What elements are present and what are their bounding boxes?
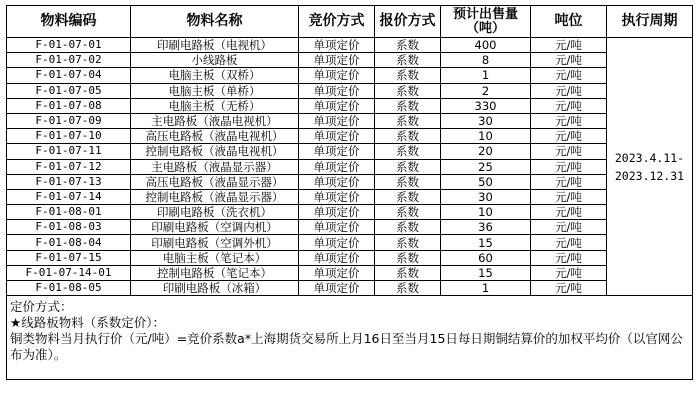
- bid-method-cell: 单项定价: [299, 38, 375, 53]
- material-code-cell: F-01-08-03: [7, 220, 131, 235]
- unit-cell: 元/吨: [531, 144, 607, 159]
- quantity-cell: 400: [441, 38, 531, 53]
- quantity-cell: 15: [441, 265, 531, 280]
- bid-method-cell: 单项定价: [299, 159, 375, 174]
- quote-method-cell: 系数: [375, 189, 441, 204]
- table-row: [7, 144, 693, 159]
- unit-cell: 元/吨: [531, 38, 607, 53]
- header-material-code: 物料编码: [7, 6, 131, 38]
- material-code-cell: F-01-07-14: [7, 189, 131, 204]
- unit-cell: 元/吨: [531, 235, 607, 250]
- header-unit: 吨位: [531, 6, 607, 38]
- material-name-cell: 高压电路板（液晶显示器）: [131, 174, 299, 189]
- header-bid-method: 竞价方式: [299, 6, 375, 38]
- material-name-cell: 主电路板（液晶显示器）: [131, 159, 299, 174]
- bid-method-cell: 单项定价: [299, 265, 375, 280]
- notes-formula: 铜类物料当月执行价（元/吨）=竞价系数a*上海期货交易所上月16日至当月15日每日期铜结算价的加权平均价（以官网公布为准）。: [10, 331, 683, 363]
- bid-method-cell: 单项定价: [299, 68, 375, 83]
- material-code-cell: F-01-07-09: [7, 113, 131, 128]
- material-name-cell: 印刷电路板（空调内机）: [131, 220, 299, 235]
- unit-cell: 元/吨: [531, 174, 607, 189]
- quote-method-cell: 系数: [375, 68, 441, 83]
- table-row: [7, 98, 693, 113]
- quantity-cell: 36: [441, 220, 531, 235]
- quantity-cell: 25: [441, 159, 531, 174]
- bid-method-cell: 单项定价: [299, 281, 375, 296]
- bid-method-cell: 单项定价: [299, 205, 375, 220]
- table-row: [7, 159, 693, 174]
- quantity-cell: 50: [441, 174, 531, 189]
- material-code-cell: F-01-07-05: [7, 83, 131, 98]
- quote-method-cell: 系数: [375, 129, 441, 144]
- material-name-cell: 控制电路板（液晶显示器）: [131, 189, 299, 204]
- quantity-cell: 8: [441, 53, 531, 68]
- table-row: [7, 235, 693, 250]
- quote-method-cell: 系数: [375, 220, 441, 235]
- material-name-cell: 电脑主板（无桥）: [131, 98, 299, 113]
- table-row: [7, 281, 693, 296]
- quantity-cell: 330: [441, 98, 531, 113]
- quantity-cell: 30: [441, 189, 531, 204]
- bid-method-cell: 单项定价: [299, 129, 375, 144]
- quote-method-cell: 系数: [375, 83, 441, 98]
- notes-row: [7, 296, 693, 380]
- material-name-cell: 主电路板（液晶电视机）: [131, 113, 299, 128]
- material-name-cell: 控制电路板（笔记本）: [131, 265, 299, 280]
- material-name-cell: 电脑主板（笔记本）: [131, 250, 299, 265]
- material-name-cell: 印刷电路板（电视机）: [131, 38, 299, 53]
- spreadsheet: [6, 5, 692, 380]
- header-material-name: 物料名称: [131, 6, 299, 38]
- unit-cell: 元/吨: [531, 220, 607, 235]
- bid-method-cell: 单项定价: [299, 53, 375, 68]
- unit-cell: 元/吨: [531, 113, 607, 128]
- bid-method-cell: 单项定价: [299, 189, 375, 204]
- header-quote-method: 报价方式: [375, 6, 441, 38]
- material-code-cell: F-01-07-10: [7, 129, 131, 144]
- header-row: [7, 6, 693, 38]
- quote-method-cell: 系数: [375, 265, 441, 280]
- bid-method-cell: 单项定价: [299, 144, 375, 159]
- bid-method-cell: 单项定价: [299, 98, 375, 113]
- material-code-cell: F-01-07-04: [7, 68, 131, 83]
- unit-cell: 元/吨: [531, 98, 607, 113]
- material-code-cell: F-01-07-02: [7, 53, 131, 68]
- material-code-cell: F-01-08-01: [7, 205, 131, 220]
- execution-period-cell: 2023.4.11-2023.12.31: [607, 38, 693, 296]
- material-name-cell: 印刷电路板（冰箱）: [131, 281, 299, 296]
- quote-method-cell: 系数: [375, 159, 441, 174]
- unit-cell: 元/吨: [531, 250, 607, 265]
- quantity-cell: 1: [441, 281, 531, 296]
- table-row: [7, 174, 693, 189]
- quote-method-cell: 系数: [375, 281, 441, 296]
- unit-cell: 元/吨: [531, 53, 607, 68]
- material-code-cell: F-01-07-15: [7, 250, 131, 265]
- material-name-cell: 控制电路板（液晶电视机）: [131, 144, 299, 159]
- quantity-cell: 20: [441, 144, 531, 159]
- quantity-cell: 2: [441, 83, 531, 98]
- material-code-cell: F-01-07-11: [7, 144, 131, 159]
- quantity-cell: 15: [441, 235, 531, 250]
- material-name-cell: 印刷电路板（空调外机）: [131, 235, 299, 250]
- material-code-cell: F-01-08-05: [7, 281, 131, 296]
- unit-cell: 元/吨: [531, 159, 607, 174]
- material-name-cell: 高压电路板（液晶电视机）: [131, 129, 299, 144]
- quote-method-cell: 系数: [375, 53, 441, 68]
- table-row: [7, 53, 693, 68]
- material-name-cell: 小线路板: [131, 53, 299, 68]
- header-period: 执行周期: [607, 6, 693, 38]
- material-code-cell: F-01-07-13: [7, 174, 131, 189]
- table-row: [7, 38, 693, 53]
- quote-method-cell: 系数: [375, 113, 441, 128]
- bid-method-cell: 单项定价: [299, 220, 375, 235]
- quantity-cell: 1: [441, 68, 531, 83]
- table-row: [7, 265, 693, 280]
- material-table: [6, 5, 693, 380]
- table-row: [7, 68, 693, 83]
- table-row: [7, 113, 693, 128]
- quote-method-cell: 系数: [375, 235, 441, 250]
- table-body: [7, 38, 693, 296]
- table-row: [7, 129, 693, 144]
- quote-method-cell: 系数: [375, 98, 441, 113]
- quantity-cell: 10: [441, 129, 531, 144]
- quote-method-cell: 系数: [375, 250, 441, 265]
- material-code-cell: F-01-08-04: [7, 235, 131, 250]
- bid-method-cell: 单项定价: [299, 235, 375, 250]
- unit-cell: 元/吨: [531, 68, 607, 83]
- quote-method-cell: 系数: [375, 144, 441, 159]
- quote-method-cell: 系数: [375, 205, 441, 220]
- unit-cell: 元/吨: [531, 189, 607, 204]
- material-name-cell: 电脑主板（单桥）: [131, 83, 299, 98]
- table-row: [7, 250, 693, 265]
- bid-method-cell: 单项定价: [299, 250, 375, 265]
- material-name-cell: 电脑主板（双桥）: [131, 68, 299, 83]
- unit-cell: 元/吨: [531, 265, 607, 280]
- material-name-cell: 印刷电路板（洗衣机）: [131, 205, 299, 220]
- table-row: [7, 189, 693, 204]
- notes-title: 定价方式：: [10, 299, 73, 315]
- table-row: [7, 83, 693, 98]
- quantity-cell: 10: [441, 205, 531, 220]
- quantity-cell: 60: [441, 250, 531, 265]
- pricing-notes: [7, 296, 693, 380]
- material-code-cell: F-01-07-14-01: [7, 265, 131, 280]
- unit-cell: 元/吨: [531, 129, 607, 144]
- notes-subtitle: ★线路板物料（系数定价）：: [10, 315, 165, 331]
- material-code-cell: F-01-07-08: [7, 98, 131, 113]
- bid-method-cell: 单项定价: [299, 174, 375, 189]
- bid-method-cell: 单项定价: [299, 113, 375, 128]
- table-row: [7, 205, 693, 220]
- quote-method-cell: 系数: [375, 38, 441, 53]
- quantity-cell: 30: [441, 113, 531, 128]
- material-code-cell: F-01-07-01: [7, 38, 131, 53]
- header-expected-quantity: 预计出售量（吨）: [441, 6, 531, 38]
- table-row: [7, 220, 693, 235]
- material-code-cell: F-01-07-12: [7, 159, 131, 174]
- unit-cell: 元/吨: [531, 281, 607, 296]
- quote-method-cell: 系数: [375, 174, 441, 189]
- unit-cell: 元/吨: [531, 83, 607, 98]
- bid-method-cell: 单项定价: [299, 83, 375, 98]
- unit-cell: 元/吨: [531, 205, 607, 220]
